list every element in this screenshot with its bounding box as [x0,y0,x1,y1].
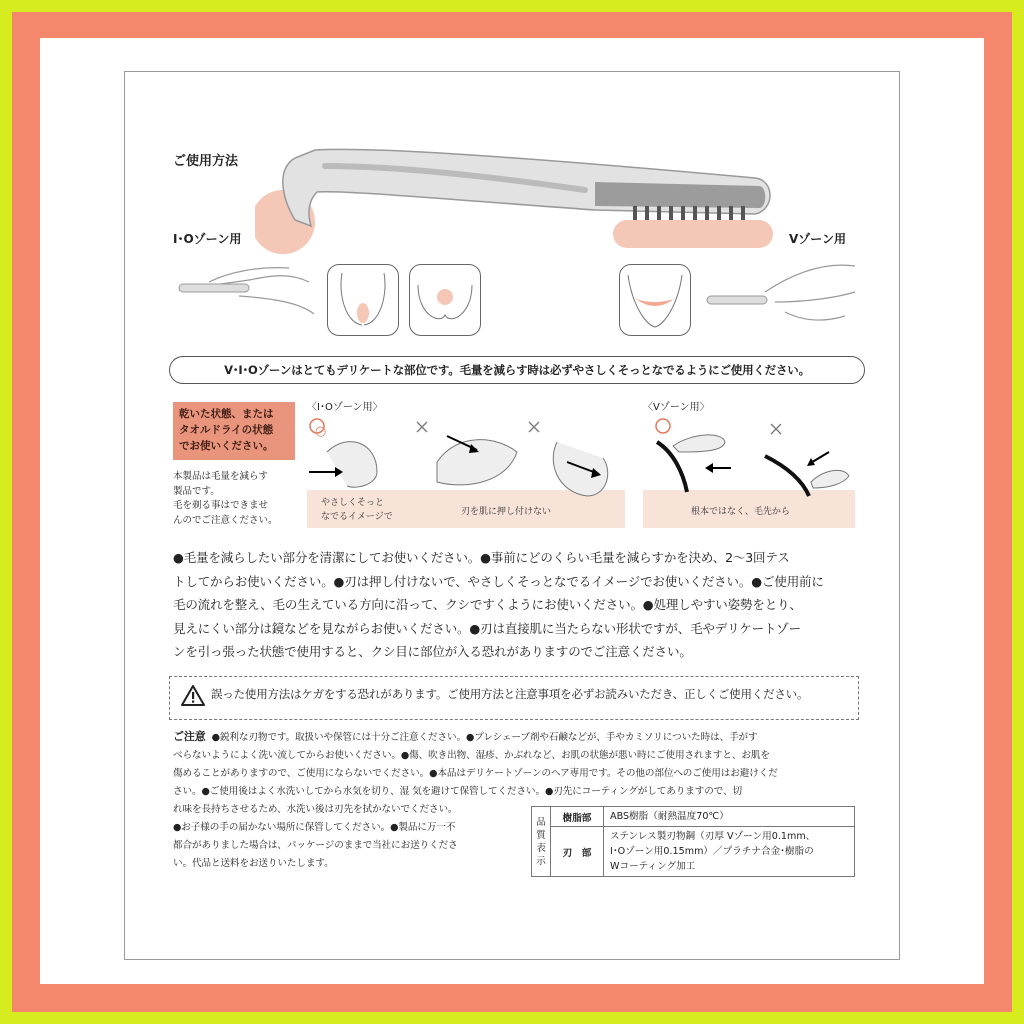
spec-head-resin: 樹脂部 [551,807,604,827]
io-section-heading: 〈I･Oゾーン用〉 [307,402,383,413]
v-zone-picto [619,264,691,336]
io-hand-sketch [169,252,319,332]
dry-use-tip: 乾いた状態、または タオルドライの状態 でお使いください。 [173,402,295,460]
warning-icon [181,684,205,706]
v-caption: 根本ではなく、毛先から [691,507,790,517]
v-method-diagram [643,412,855,502]
warning-text: 誤った使用方法はケガをする恐れがあります。ご使用方法と注意事項を必ずお読みいただき、正しくご使用ください。 [211,687,809,701]
v-zone-highlight [613,220,773,248]
io-caption-good: やさしくそっと なでるイメージで [321,498,393,522]
io-zone-label: I･Oゾーン用 [173,232,242,246]
io-zone-picto-2 [409,264,481,336]
spec-head-blade: 刃 部 [551,827,604,877]
usage-title: ご使用方法 [173,154,239,169]
caution-heading: ご注意 [173,730,206,743]
instruction-sheet [124,71,900,960]
io-method-diagram [307,412,625,502]
instructions: ●毛量を減らしたい部分を清潔にしてお使いください。●事前にどのくらい毛量を減らすかを決め、2〜3回テス トしてからお使いください。●刃は押し付けないで、やさしくそっとなでるイメージでお使いください。●ご使用前に 毛の流れを整え、毛の生えている方向に沿って、クシですくようにお使いください。●処理しやすい姿勢をとり、 見えにくい部分は鏡などを見ながらお使いください。●刃は直接肌に当たらない形状ですが、毛やデリケートゾー ンを引っ張った状態で使用すると、クシ目に部位が入る恐れがありますのでご注意ください。 [173,550,824,659]
io-caption-bad: 刃を肌に押し付けない [461,507,552,517]
spec-value-blade: ステンレス製刃物鋼（刃厚 Vゾーン用0.1mm、 I･Oゾーン用0.15mm）／プラチナ合金･樹脂の Wコーティング加工 [604,827,855,877]
quality-label-vertical: 品 質 表 示 [532,807,551,877]
good-mark: ○ [315,424,327,439]
v-zone-label: Vゾーン用 [789,232,847,246]
quality-label-table [531,806,855,877]
spec-value-resin: ABS樹脂（耐熱温度70℃） [604,807,855,827]
caution-banner: V･I･Oゾーンはとてもデリケートな部位です。毛量を減らす時は必ずやさしくそっとなでるようにご使用ください。 [169,356,865,384]
caution-notes: ご注意 ●鋭利な刃物です。取扱いや保管には十分ご注意ください。●プレシェーブ剤や石鹸などが、手やカミソリについた時は、手がす べらないようによく洗い流してからお使いください。●傷、吹き出物、湿疹、かぶれなど、お肌の状態が悪い時にご使用されますと、お肌を 傷めることがありますので、ご使用にならないでください。●本品はデリケートゾーンのヘア専用です。その他の部位へのご使用はお避けくだ さい。●ご使用後はよく水洗いしてから水気を切り、湿 気を避けて保管してください。●刃先にコーティングがしてありますので、切 れ味を長持ちさせるため、水洗い後は刃先を拭かないでください。 ●お子様の手の届かない場所に保管してください。●製品に万一不 都合がありました場合は、パッケージのままで当社にお送りくださ い。代品と送料をお送りいたします。 [173,730,778,869]
v-section-heading: 〈Vゾーン用〉 [643,402,710,413]
product-note: 本製品は毛量を減らす 製品です。 毛を剃る事はできませ んのでご注意ください。 [173,471,278,526]
trimmer-illustration [255,140,785,260]
v-hand-sketch [705,252,865,332]
io-zone-picto-1 [327,264,399,336]
